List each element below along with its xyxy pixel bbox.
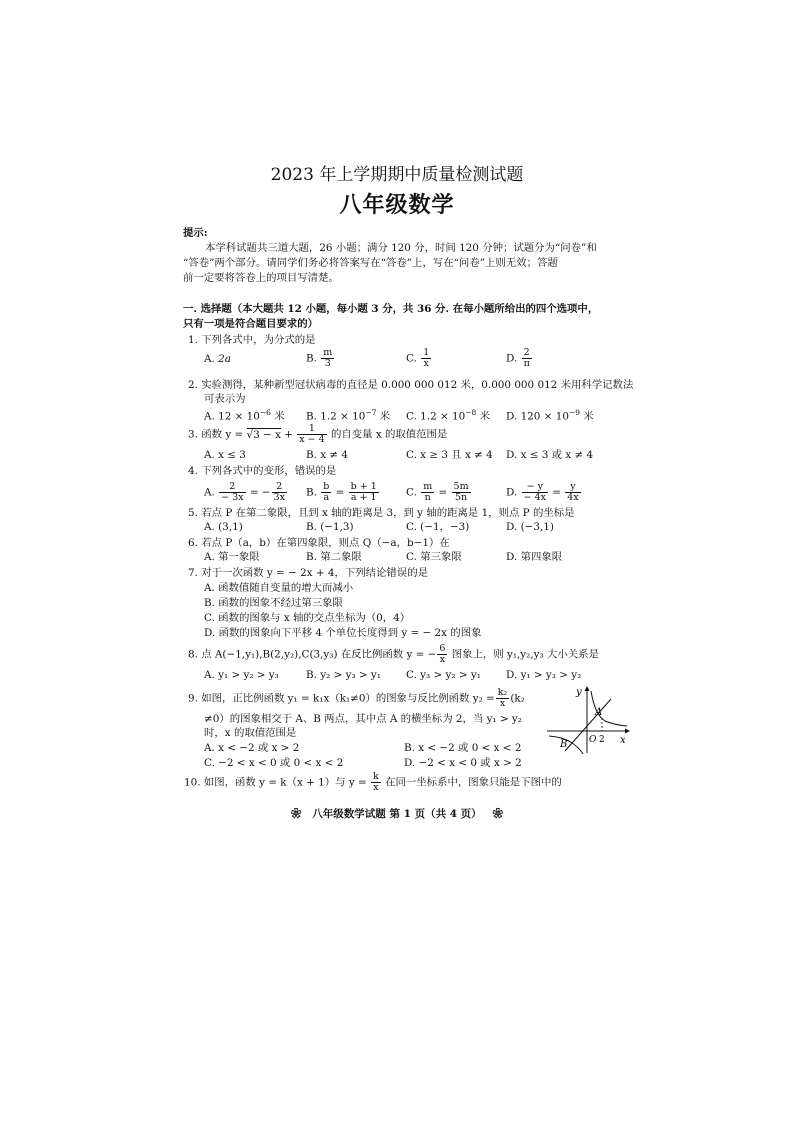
q1-option-a: A. 2a [204,353,231,365]
label-b: B [560,739,568,750]
q7-option-c: C. 函数的图象与 x 轴的交点坐标为（0，4） [204,612,411,624]
question-10: 10. 如图，函数 y = k（x + 1）与 y = $\frac{k}{x}$ 在同一坐标系中，图象只能是下图中的 [184,771,562,793]
question-1 [188,333,316,347]
q4-option-b: B. $\frac{b}{a}$ = $\frac{b + 1}{a + 1}$ [306,481,377,503]
q8-option-b: B. y₂ > y₃ > y₁ [306,669,381,681]
label-two: 2 [599,735,605,745]
fraction: $\frac{1}{x - 4}$ [299,423,325,445]
notice-line-3: 前一定要将答卷上的项目写清楚。 [183,272,339,284]
question-number: 1. [188,334,198,346]
q3-option-b: B. x ≠ 4 [306,449,349,461]
q3-option-a: A. x ≤ 3 [204,449,246,461]
page-footer [0,806,794,821]
flower-ornament-icon: ❀ [290,808,302,820]
question-8: 8. 点 A(−1,y₁),B(2,y₂),C(3,y₃) 在反比例函数 y = − $\frac{6}{x}$ 图象上，则 y₁,y₂,y₃ 大小关系是 [188,643,599,665]
q4-option-a: A. $\frac{2}{- 3x}$ = − $\frac{2}{3x}$ [204,481,285,503]
q3-option-c: C. x ≥ 3 且 x ≠ 4 [406,449,493,461]
question-stem: 下列各式中，为分式的是 [201,334,316,346]
label-a: A [595,707,603,718]
q9-option-c: C. −2 < x < 0 或 0 < x < 2 [204,757,344,769]
y-axis-arrow-icon [585,686,590,691]
notice-heading: 提示: [183,227,208,239]
exam-title: 2023 年上学期期中质量检测试题 [270,165,524,185]
q3-option-d: D. x ≤ 3 或 x ≠ 4 [506,449,594,461]
q8-option-d: D. y₁ > y₃ > y₂ [506,669,582,681]
q2-option-a: A. $12 \times 10^{-6}$ 米 [204,408,285,423]
q5-option-b: B. (−1,3) [306,521,354,533]
q4-option-c: C. $\frac{m}{n}$ = $\frac{5m}{5n}$ [406,481,469,503]
q9-figure [545,685,631,755]
q5-option-d: D. (−3,1) [506,521,554,533]
label-x: x [620,735,626,746]
q9-option-b: B. x < −2 或 0 < x < 2 [404,742,522,754]
q9-option-d: D. −2 < x < 0 或 x > 2 [404,757,522,769]
notice-line-2: “答卷”两个部分。请同学们务必将答案写在“答卷”上，写在“问卷”上则无效；答题 [183,257,558,269]
question-9: 9. 如图，正比例函数 y₁ = k₁x（k₁≠0）的图象与反比例函数 y₂ = $\frac{\text{k₂}}{x}$ (k₂ [188,687,525,709]
exam-subtitle: 八年级数学 [339,192,455,218]
question-6: 6. 若点 P（a，b）在第四象限，则点 Q（−a，b−1）在 [188,537,450,549]
notice-line-1: 本学科试题共三道大题，26 小题；满分 120 分，时间 120 分钟；试题分为“问卷”和 [205,242,597,254]
q1-option-c: C. $\frac{1}{x}$ [406,347,430,369]
question-2: 2. 实验测得，某种新型冠状病毒的直径是 0.000 000 012 米，0.000 000 012 米用科学记数法 [188,379,634,391]
flower-ornament-icon: ❀ [492,808,504,820]
question-4: 4. 下列各式中的变形，错误的是 [188,465,337,477]
q6-option-c: C. 第三象限 [406,551,462,563]
q6-option-d: D. 第四象限 [506,551,563,563]
q1-option-d: D. $\frac{2}{\pi}$ [506,347,530,369]
q7-option-b: B. 函数的图象不经过第三象限 [204,597,343,609]
fraction: $\frac{1}{x}$ [423,347,430,369]
q7-option-a: A. 函数值随自变量的增大而减小 [204,582,354,594]
q2-option-c: C. $1.2 \times 10^{-8}$ 米 [406,408,491,423]
question-5: 5. 若点 P 在第二象限，且到 x 轴的距离是 3，到 y 轴的距离是 1，则点 P 的坐标是 [188,507,575,519]
section-heading-1: 一. 选择题（本大题共 12 小题，每小题 3 分，共 36 分. 在每小题所给出的四个选项中， [183,303,599,315]
q6-option-b: B. 第二象限 [306,551,362,563]
label-origin: O [589,735,597,745]
q2-stem-cont: 可表示为 [204,393,246,405]
q5-option-a: A. (3,1) [204,521,243,533]
section-heading-2: 只有一项是符合题目要求的） [183,318,319,330]
fraction: $\frac{2}{\pi}$ [523,347,530,369]
label-y: y [576,687,582,698]
question-7: 7. 对于一次函数 y = − 2x + 4，下列结论错误的是 [188,567,428,579]
fraction: $\frac{m}{3}$ [323,347,333,369]
question-3: 3. 函数 y = √3 − x + $\frac{1}{x - 4}$ 的自变量 x 的取值范围是 [188,423,448,445]
q9-stem-cont-2: 时，x 的取值范围是 [204,727,297,739]
q1-option-b: B. $\frac{m}{3}$ [306,347,333,369]
q8-option-c: C. y₃ > y₂ > y₁ [406,669,481,681]
q7-option-d: D. 函数的图象向下平移 4 个单位长度得到 y = − 2x 的图象 [204,627,482,639]
q9-option-a: A. x < −2 或 x > 2 [204,742,300,754]
q2-option-b: B. $1.2 \times 10^{-7}$ 米 [306,408,391,423]
q4-option-d: D. $\frac{- y}{- 4x}$ = $\frac{y}{4x}$ [506,481,579,503]
footer-text: 八年级数学试题 第 1 页（共 4 页） [312,808,482,820]
q5-option-c: C. (−1，−3) [406,521,470,533]
q6-option-a: A. 第一象限 [204,551,260,563]
q2-option-d: D. $120 \times 10^{-9}$ 米 [506,408,594,423]
x-axis-arrow-icon [625,729,630,734]
q9-stem-cont-1: ≠0）的图象相交于 A、B 两点，其中点 A 的横坐标为 2，当 y₁ > y₂ [204,713,522,725]
q8-option-a: A. y₁ > y₂ > y₃ [204,669,279,681]
